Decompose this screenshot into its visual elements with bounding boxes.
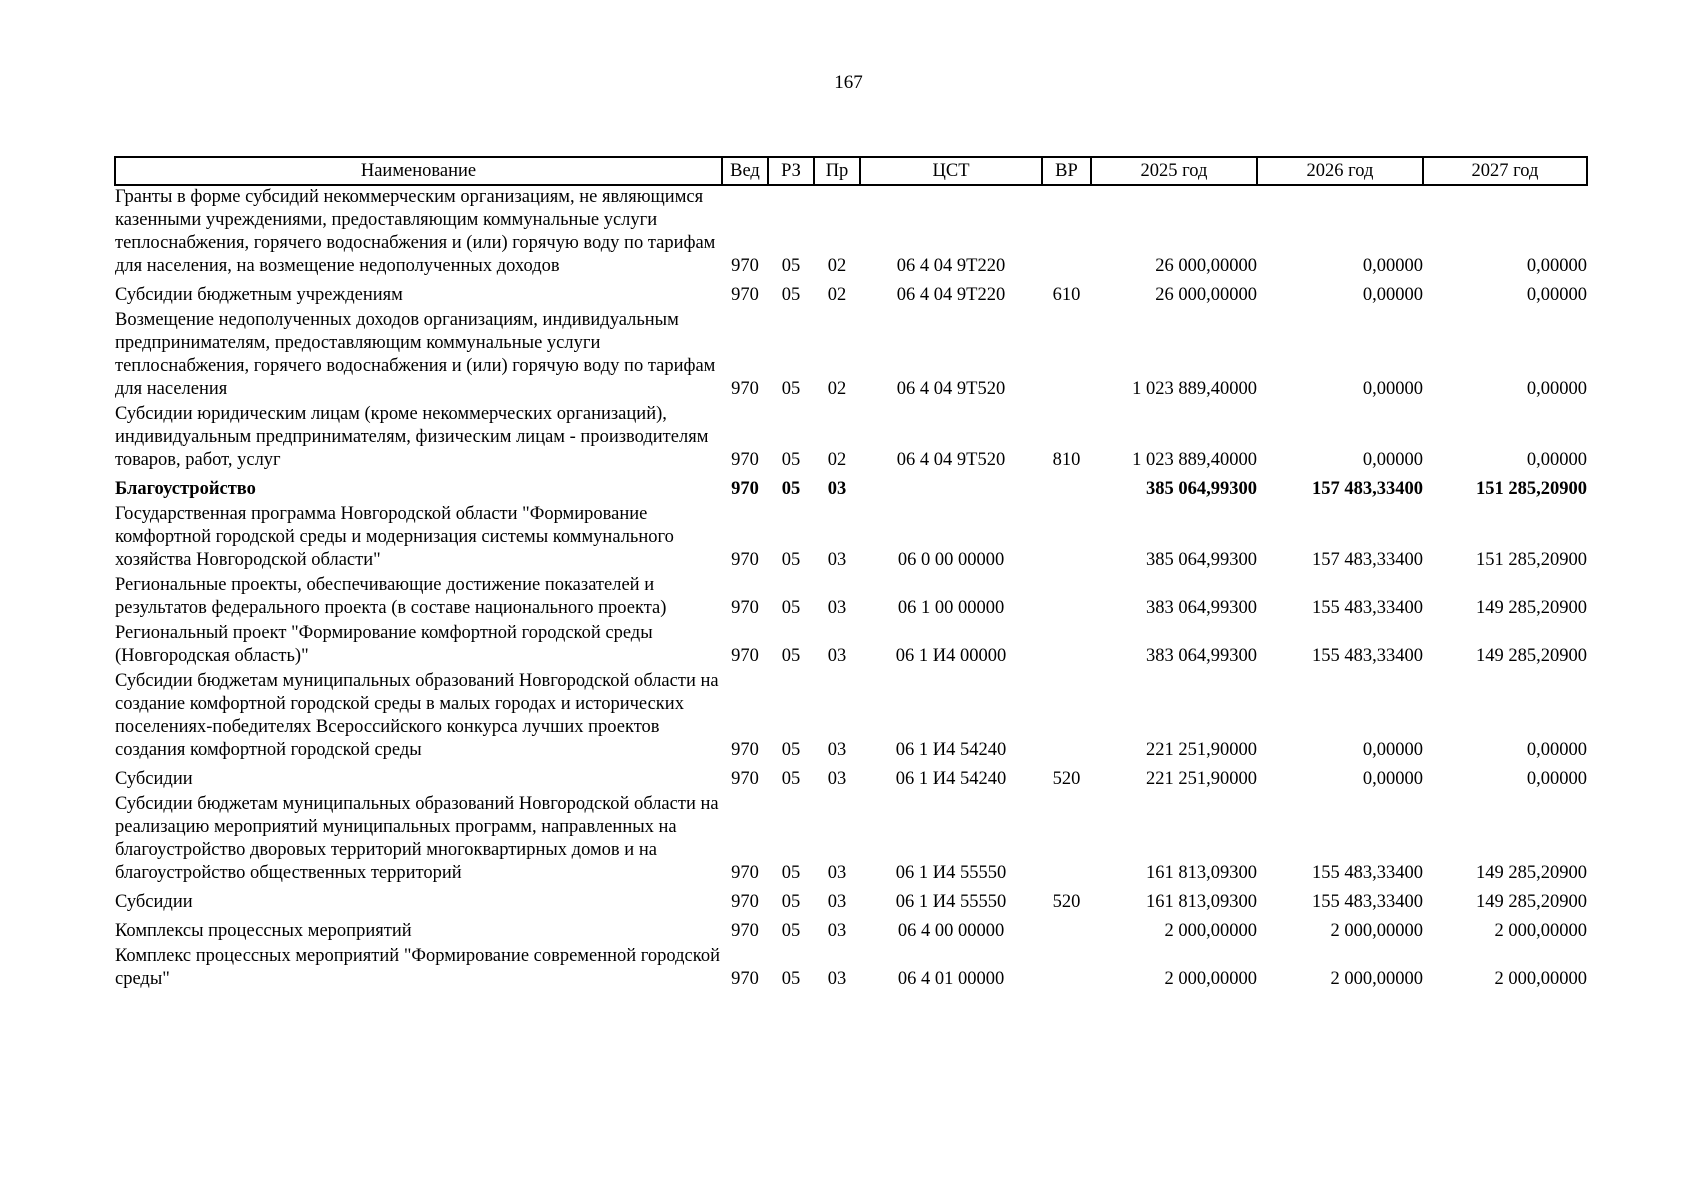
row-vr [1042, 474, 1091, 503]
row-name: Региональный проект "Формирование комфортной городской среды (Новгородская область)" [115, 623, 653, 666]
row-cst: 06 1 00 00000 [897, 598, 1005, 618]
row-pr: 03 [827, 740, 847, 760]
row-cst: 06 4 04 9Т520 [896, 450, 1006, 470]
row-2025: 221 251,90000 [1146, 740, 1257, 760]
table-header-row [115, 157, 1587, 185]
row-ved: 970 [731, 598, 759, 618]
row-2027: 0,00000 [1526, 285, 1587, 305]
header-rz: РЗ [768, 157, 814, 185]
row-ved: 970 [731, 921, 759, 941]
row-pr: 03 [827, 479, 847, 499]
row-ved: 970 [731, 479, 759, 499]
row-2025: 161 813,09300 [1146, 892, 1257, 912]
row-rz: 05 [781, 863, 801, 883]
row-2027: 149 285,20900 [1476, 863, 1587, 883]
row-rz: 05 [781, 646, 801, 666]
row-2025: 2 000,00000 [1164, 969, 1257, 989]
header-vr: ВР [1042, 157, 1091, 185]
header-2027: 2027 год [1423, 157, 1587, 185]
row-2026: 0,00000 [1362, 285, 1423, 305]
row-cst: 06 4 01 00000 [897, 969, 1005, 989]
row-2027: 151 285,20900 [1476, 479, 1587, 499]
row-ved: 970 [731, 646, 759, 666]
row-vr: 520 [1052, 769, 1081, 789]
table-row [115, 945, 1587, 993]
row-name: Субсидии [115, 892, 193, 912]
row-2027: 149 285,20900 [1476, 598, 1587, 618]
row-name: Гранты в форме субсидий некоммерческим организациям, не являющимся казенными учреждениями, предоставляющим коммунальные услуги теплоснабжения, горячего водоснабжения и (или) горячую воду по тарифам для населения, на возмещение недополученных доходов [115, 187, 716, 276]
row-pr: 02 [827, 285, 847, 305]
row-rz: 05 [781, 969, 801, 989]
row-2027: 2 000,00000 [1494, 921, 1587, 941]
row-2027: 151 285,20900 [1476, 550, 1587, 570]
row-cst: 06 4 04 9Т220 [896, 285, 1006, 305]
row-2026: 0,00000 [1362, 769, 1423, 789]
table-row [115, 622, 1587, 670]
table-row [115, 403, 1587, 474]
table-row [115, 793, 1587, 887]
row-2026: 155 483,33400 [1312, 598, 1423, 618]
row-vr [1042, 622, 1091, 670]
row-ved: 970 [731, 863, 759, 883]
row-pr: 02 [827, 256, 847, 276]
table-row [115, 280, 1587, 309]
row-2027: 0,00000 [1526, 769, 1587, 789]
row-cst: 06 1 И4 00000 [895, 646, 1007, 666]
row-2026: 157 483,33400 [1312, 479, 1423, 499]
row-cst: 06 1 И4 54240 [895, 769, 1007, 789]
table-row [115, 574, 1587, 622]
row-2025: 383 064,99300 [1146, 646, 1257, 666]
table-row [115, 764, 1587, 793]
row-rz: 05 [781, 285, 801, 305]
row-pr: 03 [827, 598, 847, 618]
row-pr: 03 [827, 892, 847, 912]
budget-table [114, 156, 1588, 993]
row-vr: 520 [1052, 892, 1081, 912]
row-name: Благоустройство [115, 479, 256, 499]
row-vr: 810 [1052, 450, 1081, 470]
row-2026: 0,00000 [1362, 256, 1423, 276]
row-ved: 970 [731, 285, 759, 305]
row-name: Региональные проекты, обеспечивающие достижение показателей и результатов федерального проекта (в составе национального проекта) [115, 575, 667, 618]
row-pr: 03 [827, 921, 847, 941]
row-vr [1042, 793, 1091, 887]
table-row [115, 887, 1587, 916]
row-2026: 0,00000 [1362, 379, 1423, 399]
row-vr [1042, 503, 1091, 574]
row-name: Государственная программа Новгородской области "Формирование комфортной городской среды и модернизация системы коммунального хозяйства Новгородской области" [115, 504, 674, 570]
row-pr: 03 [827, 863, 847, 883]
row-2026: 155 483,33400 [1312, 863, 1423, 883]
row-2025: 26 000,00000 [1155, 285, 1257, 305]
row-2026: 155 483,33400 [1312, 646, 1423, 666]
row-ved: 970 [731, 892, 759, 912]
row-pr: 02 [827, 450, 847, 470]
header-2025: 2025 год [1091, 157, 1257, 185]
header-ved: Вед [722, 157, 768, 185]
row-cst [860, 474, 1042, 503]
row-ved: 970 [731, 969, 759, 989]
row-ved: 970 [731, 450, 759, 470]
row-2025: 385 064,99300 [1146, 550, 1257, 570]
row-vr [1042, 916, 1091, 945]
row-rz: 05 [781, 892, 801, 912]
page-number: 167 [834, 72, 863, 93]
row-name: Субсидии юридическим лицам (кроме некоммерческих организаций), индивидуальным предпринимателям, физическим лицам - производителям товаров, работ, услуг [115, 404, 709, 470]
row-name: Комплексы процессных мероприятий [115, 921, 412, 941]
row-2027: 0,00000 [1526, 256, 1587, 276]
row-name: Субсидии бюджетным учреждениям [115, 285, 403, 305]
row-2025: 26 000,00000 [1155, 256, 1257, 276]
table-row [115, 185, 1587, 280]
header-pr: Пр [814, 157, 860, 185]
row-name: Комплекс процессных мероприятий "Формирование современной городской среды" [115, 946, 720, 989]
row-cst: 06 1 И4 55550 [895, 863, 1007, 883]
row-cst: 06 4 04 9Т220 [896, 256, 1006, 276]
row-ved: 970 [731, 769, 759, 789]
header-2026: 2026 год [1257, 157, 1423, 185]
header-name: Наименование [115, 157, 722, 185]
row-ved: 970 [731, 379, 759, 399]
row-2027: 149 285,20900 [1476, 646, 1587, 666]
row-cst: 06 4 00 00000 [897, 921, 1005, 941]
row-vr [1042, 945, 1091, 993]
row-rz: 05 [781, 740, 801, 760]
row-2026: 157 483,33400 [1312, 550, 1423, 570]
row-rz: 05 [781, 256, 801, 276]
row-vr [1042, 185, 1091, 280]
row-cst: 06 0 00 00000 [897, 550, 1005, 570]
row-vr [1042, 670, 1091, 764]
row-rz: 05 [781, 921, 801, 941]
table-row [115, 474, 1587, 503]
row-2027: 0,00000 [1526, 740, 1587, 760]
table-row [115, 670, 1587, 764]
row-vr [1042, 574, 1091, 622]
row-cst: 06 1 И4 54240 [895, 740, 1007, 760]
row-rz: 05 [781, 450, 801, 470]
row-2026: 2 000,00000 [1330, 969, 1423, 989]
row-name: Возмещение недополученных доходов организациям, индивидуальным предпринимателям, предоставляющим коммунальные услуги теплоснабжения, горячего водоснабжения и (или) горячую воду по тарифам для населения [115, 310, 716, 399]
row-2025: 383 064,99300 [1146, 598, 1257, 618]
row-2025: 2 000,00000 [1164, 921, 1257, 941]
row-vr: 610 [1052, 285, 1081, 305]
row-name: Субсидии [115, 769, 193, 789]
row-pr: 03 [827, 769, 847, 789]
row-pr: 03 [827, 646, 847, 666]
row-2025: 1 023 889,40000 [1132, 450, 1257, 470]
row-2025: 1 023 889,40000 [1132, 379, 1257, 399]
row-pr: 03 [827, 969, 847, 989]
row-2025: 221 251,90000 [1146, 769, 1257, 789]
row-rz: 05 [781, 479, 801, 499]
row-2026: 0,00000 [1362, 450, 1423, 470]
row-pr: 02 [827, 379, 847, 399]
table-row [115, 309, 1587, 403]
row-pr: 03 [827, 550, 847, 570]
row-cst: 06 4 04 9Т520 [896, 379, 1006, 399]
row-vr [1042, 309, 1091, 403]
header-cst: ЦСТ [860, 157, 1042, 185]
row-2025: 385 064,99300 [1146, 479, 1257, 499]
table-row [115, 503, 1587, 574]
row-rz: 05 [781, 379, 801, 399]
row-2026: 0,00000 [1362, 740, 1423, 760]
row-2026: 2 000,00000 [1330, 921, 1423, 941]
row-2027: 149 285,20900 [1476, 892, 1587, 912]
row-rz: 05 [781, 550, 801, 570]
row-ved: 970 [731, 256, 759, 276]
row-2027: 2 000,00000 [1494, 969, 1587, 989]
row-2027: 0,00000 [1526, 379, 1587, 399]
table-row [115, 916, 1587, 945]
row-ved: 970 [731, 740, 759, 760]
row-name: Субсидии бюджетам муниципальных образований Новгородской области на реализацию мероприятий муниципальных программ, направленных на благоустройство дворовых территорий многоквартирных домов и на благоустройство общественных территорий [115, 794, 719, 883]
row-2027: 0,00000 [1526, 450, 1587, 470]
row-ved: 970 [731, 550, 759, 570]
row-2026: 155 483,33400 [1312, 892, 1423, 912]
row-name: Субсидии бюджетам муниципальных образований Новгородской области на создание комфортной городской среды в малых городах и исторических поселениях-победителях Всероссийского конкурса лучших проектов создания комфортной городской среды [115, 671, 719, 760]
row-2025: 161 813,09300 [1146, 863, 1257, 883]
row-rz: 05 [781, 769, 801, 789]
row-rz: 05 [781, 598, 801, 618]
row-cst: 06 1 И4 55550 [895, 892, 1007, 912]
